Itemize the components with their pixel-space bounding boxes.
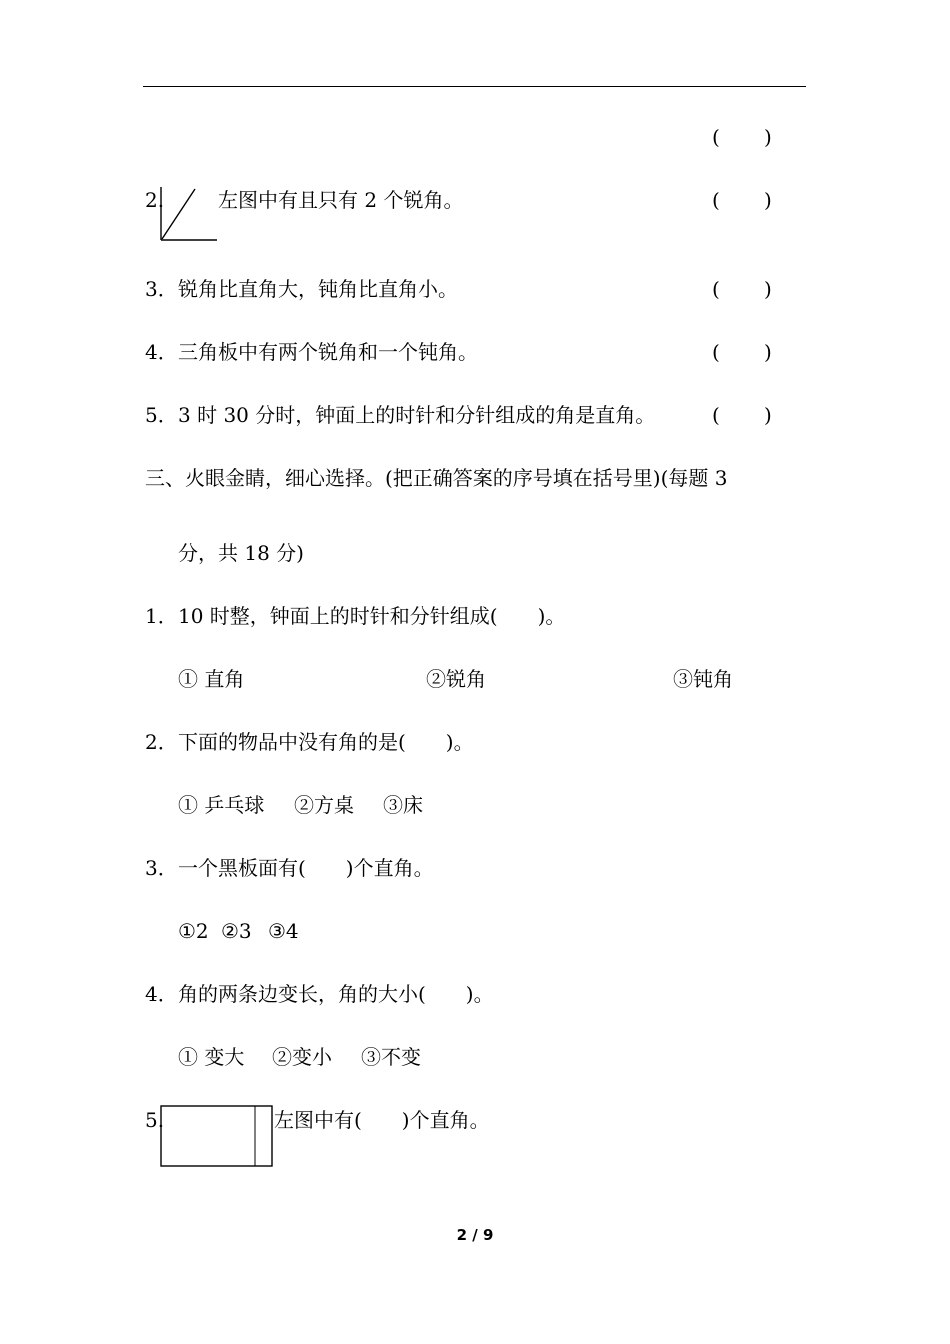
angle-figure [158, 184, 220, 244]
question-number: 4． [145, 982, 178, 1006]
question-text: 角的两条边变长，角的大小( )。 [178, 982, 494, 1006]
option-2: ②3 [221, 919, 252, 943]
question-number: 2. [145, 188, 165, 212]
question-text: 三角板中有两个锐角和一个钝角。 [178, 340, 478, 364]
question-number: 5. [145, 1108, 165, 1132]
option-3: ③不变 [361, 1045, 421, 1069]
option-3: ③钝角 [673, 667, 733, 691]
question-number: 5． [145, 403, 178, 427]
option-1: ① 乒乓球 [178, 793, 265, 817]
question-number: 3． [145, 856, 178, 880]
option-3: ③4 [268, 919, 299, 943]
question-text: 10 时整，钟面上的时针和分针组成( )。 [178, 604, 566, 628]
question-text: 左图中有且只有 2 个锐角。 [218, 188, 464, 212]
header-rule [143, 86, 806, 87]
option-1: ① 直角 [178, 667, 245, 691]
question-text: 3 时 30 分时，钟面上的时针和分针组成的角是直角。 [178, 403, 656, 427]
question-text: 一个黑板面有( )个直角。 [178, 856, 434, 880]
option-2: ②锐角 [426, 667, 486, 691]
rectangle-figure [160, 1105, 274, 1167]
option-3: ③床 [383, 793, 423, 817]
question-number: 1． [145, 604, 178, 628]
question-number: 4． [145, 340, 178, 364]
question-text: 左图中有( )个直角。 [274, 1108, 490, 1132]
worksheet-page: ( ) 2. 左图中有且只有 2 个锐角。 ( ) 3． 锐角比直角大，钝角比直角小。 ( ) 4． 三角板中有两个锐角和一个钝角。 ( ) 5． 3 时 30 分时，钟面上的时针和分针组成的角是直角。 ( ) 三、火眼金睛，细心选择。(把正确答案的序号填在括号里)(每题 3 分，共 18 分) 1． 10 时整，钟面上的时针和分针组成( )。 ① 直角 ②锐角 ③钝角 2． 下面的物品中没有角的是( )。 ① 乒乓球 ②方桌 ③床 3． 一个黑板面有( )个直角。 ①2 ②3 ③4 4． 角的两条边变长，角的大小( )。 ① 变大 ②变小 ③不变 5. 左图中有( )个直角。 2 / 9 [0, 0, 950, 1344]
page-indicator: 2 / 9 [456, 1226, 494, 1244]
question-number: 3． [145, 277, 178, 301]
option-1: ①2 [178, 919, 209, 943]
option-2: ②变小 [272, 1045, 332, 1069]
question-text: 下面的物品中没有角的是( )。 [178, 730, 474, 754]
option-2: ②方桌 [294, 793, 354, 817]
question-text: 锐角比直角大，钝角比直角小。 [178, 277, 458, 301]
question-number: 2． [145, 730, 178, 754]
option-1: ① 变大 [178, 1045, 245, 1069]
